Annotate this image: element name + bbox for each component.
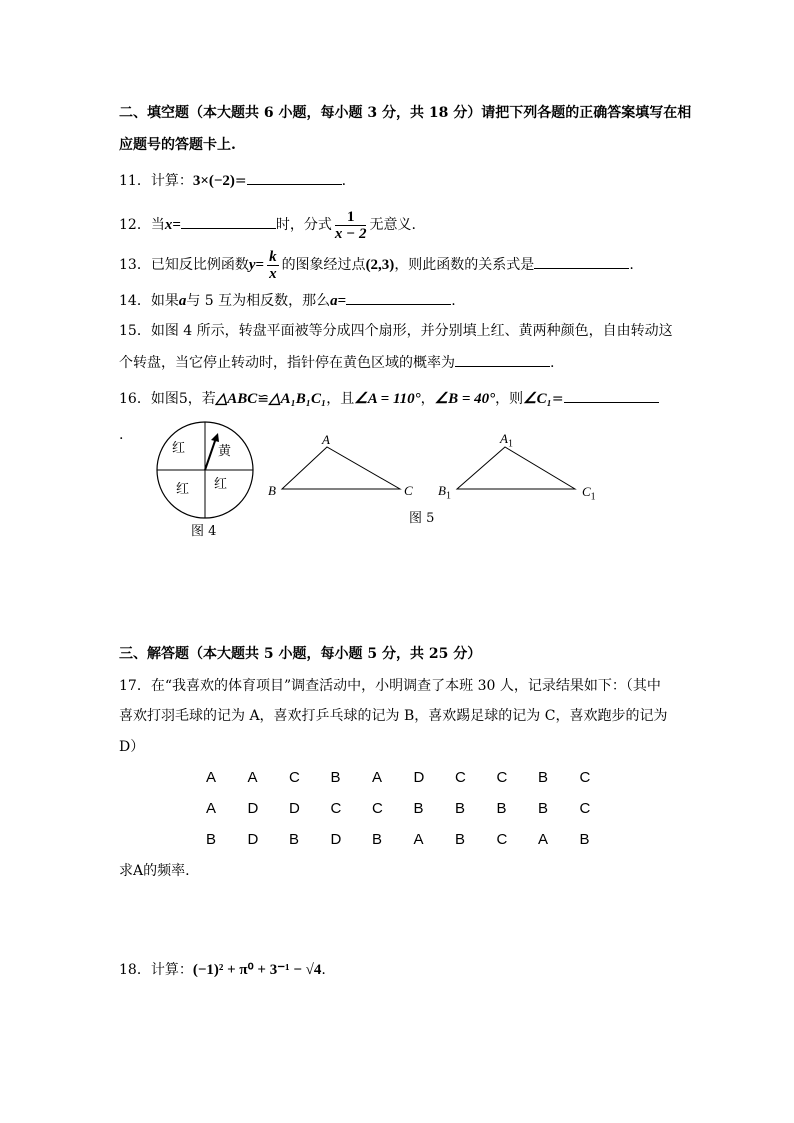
q14-mid: 与 5 互为相反数，那么	[186, 293, 331, 309]
survey-cell: C	[496, 769, 508, 786]
q11-end: .	[341, 173, 347, 189]
q12-numerator: 1	[335, 209, 367, 226]
q16-prefix: 16．如图5，若	[119, 391, 216, 407]
question-17-line3: D）	[119, 739, 145, 755]
survey-cell: D	[413, 769, 425, 786]
q16-sep: ，	[420, 391, 435, 407]
q16-eq: =	[551, 391, 564, 407]
q13-lhs: y	[248, 257, 256, 273]
survey-cell: D	[289, 800, 300, 817]
q12-denominator: x − 2	[334, 225, 367, 242]
survey-row-1	[203, 762, 618, 793]
survey-cell: A	[206, 800, 217, 817]
q14-prefix: 14．如果	[119, 293, 179, 309]
survey-cell: B	[538, 769, 549, 786]
q18-end: .	[321, 962, 326, 978]
sector-top-right: 黄	[218, 444, 232, 459]
survey-cell: B	[289, 831, 300, 848]
figure-4-spinner	[155, 420, 255, 520]
q12-fraction	[335, 209, 367, 242]
q13-end: .	[629, 257, 634, 273]
label-a: A	[322, 432, 330, 447]
question-17-line1: 17．在“我喜欢的体育项目”调查活动中，小明调查了本班 30 人，记录结果如下：（其中	[119, 678, 661, 694]
q16-answer-blank[interactable]	[564, 388, 659, 403]
q12-answer-blank[interactable]	[181, 214, 276, 229]
question-11	[119, 170, 346, 191]
q15-text: 个转盘，当它停止转动时，指针停在黄色区域的概率为	[119, 355, 455, 371]
q16-angle-a: ∠A = 110°	[354, 391, 421, 407]
survey-cell: D	[247, 831, 259, 848]
question-17-line2: 喜欢打羽毛球的记为 A，喜欢打乒乓球的记为 B，喜欢踢足球的记为 C，喜欢跑步的记为	[119, 708, 668, 724]
figure-4-caption: 图 4	[191, 524, 217, 539]
q14-var2: a	[330, 293, 338, 309]
q16-angle-c1: ∠C₁	[523, 391, 552, 407]
q14-answer-blank[interactable]	[346, 290, 451, 305]
sector-top-left: 红	[172, 441, 186, 456]
question-13	[119, 245, 634, 285]
section3-heading: 三、解答题（本大题共 5 小题，每小题 5 分，共 25 分）	[119, 646, 482, 662]
q12-mid: 时，分式	[275, 217, 332, 233]
q15-answer-blank[interactable]	[455, 352, 550, 367]
q13-denominator: x	[269, 265, 277, 282]
question-17-ask: 求A的频率.	[119, 863, 190, 879]
survey-cell: B	[455, 831, 466, 848]
q11-answer-blank[interactable]	[247, 170, 342, 185]
question-16	[119, 388, 659, 409]
q12-eq: =	[172, 217, 181, 233]
label-c1: $C_1$	[582, 484, 596, 503]
survey-cell: C	[330, 800, 342, 817]
survey-cell: C	[289, 769, 300, 786]
survey-cell: A	[538, 831, 549, 848]
survey-cell: C	[579, 800, 591, 817]
q16-angle-b: ∠B = 40°	[434, 391, 496, 407]
survey-cell: D	[247, 800, 259, 817]
q11-eq: =	[234, 173, 247, 189]
q18-prefix: 18．计算：	[119, 962, 193, 978]
survey-cell: B	[538, 800, 549, 817]
q13-point: (2,3)	[365, 257, 395, 273]
q13-answer-blank[interactable]	[534, 254, 629, 269]
survey-cell: B	[206, 831, 217, 848]
survey-row-3	[203, 824, 618, 855]
survey-row-2	[203, 793, 618, 824]
spinner-pointer	[205, 438, 216, 470]
q11-expr: 3×(−2)	[192, 173, 235, 189]
q14-var: a	[178, 293, 187, 309]
survey-cell: C	[579, 769, 591, 786]
sector-bottom-left: 红	[176, 482, 190, 497]
question-14	[119, 290, 456, 311]
survey-cell: B	[579, 831, 590, 848]
q16-mid: ，且	[326, 391, 355, 407]
label-b: B	[268, 483, 276, 498]
q12-prefix: 12．当	[119, 217, 165, 233]
q12-end: 无意义.	[369, 217, 416, 233]
survey-cell: B	[496, 800, 507, 817]
survey-cell: C	[455, 769, 466, 786]
survey-cell: C	[496, 831, 508, 848]
q13-mid: 的图象经过点	[281, 257, 366, 273]
question-18	[119, 960, 326, 980]
q16-tri2: △A₁B₁C₁	[269, 391, 327, 407]
survey-cell: B	[413, 800, 424, 817]
label-a1: $A_1$	[500, 431, 513, 450]
q11-prefix: 11．计算：	[119, 173, 193, 189]
triangle-a1b1c1	[457, 447, 575, 489]
triangle-abc	[282, 447, 400, 489]
survey-cell: A	[372, 769, 383, 786]
question-15-line2	[119, 352, 554, 373]
survey-cell: B	[372, 831, 383, 848]
q13-fraction	[267, 249, 279, 282]
label-c: C	[404, 483, 413, 498]
question-15-line1: 15．如图 4 所示，转盘平面被等分成四个扇形，并分别填上红、黄两种颜色，自由转动这	[119, 323, 673, 339]
q16-mid2: ，则	[495, 391, 524, 407]
survey-results-grid	[203, 762, 618, 855]
q13-mid2: ，则此函数的关系式是	[394, 257, 535, 273]
survey-cell: B	[455, 800, 466, 817]
question-12	[119, 205, 416, 245]
q15-end: .	[550, 355, 555, 371]
q14-end: .	[451, 293, 456, 309]
section2-heading-line2: 应题号的答题卡上.	[119, 137, 236, 153]
q18-expr: (−1)² + π⁰ + 3⁻¹ − √4	[192, 962, 322, 978]
survey-cell: D	[330, 831, 342, 848]
q16-end: .	[119, 427, 124, 443]
survey-cell: A	[247, 769, 258, 786]
section2-heading-line1: 二、填空题（本大题共 6 小题，每小题 3 分，共 18 分）请把下列各题的正确答案填写在相	[119, 105, 692, 121]
q13-numerator: k	[269, 248, 277, 265]
q16-tri1: △ABC	[215, 391, 258, 407]
q12-var: x	[164, 217, 173, 233]
sector-bottom-right: 红	[214, 477, 228, 492]
figure-5-caption: 图 5	[409, 511, 435, 526]
q13-prefix: 13．已知反比例函数	[119, 257, 249, 273]
survey-cell: A	[206, 769, 217, 786]
survey-cell: B	[330, 769, 341, 786]
q14-eq: =	[337, 293, 347, 309]
survey-cell: A	[413, 831, 424, 848]
survey-cell: C	[372, 800, 383, 817]
q16-cong: ≌	[257, 391, 270, 407]
label-b1: $B_1$	[438, 483, 451, 502]
q13-eq: =	[255, 257, 265, 273]
